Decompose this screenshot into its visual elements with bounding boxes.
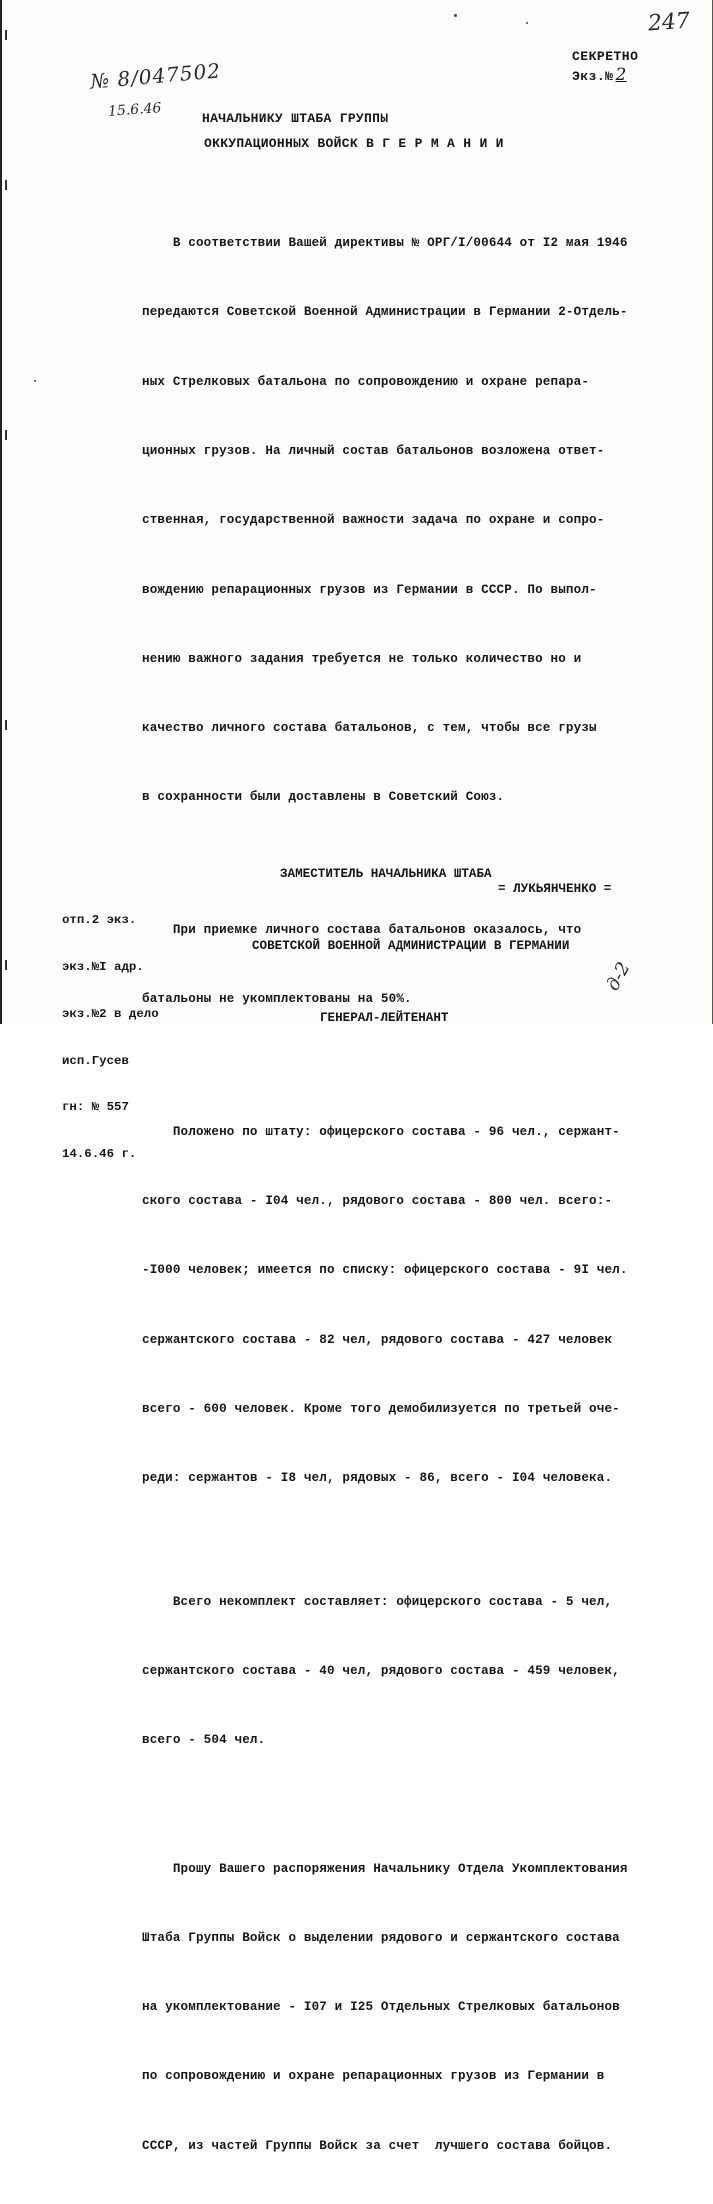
distribution-line: гн: № 557 [62, 1100, 129, 1115]
text-line: ционных грузов. На личный состав батальонов возложена ответ- [142, 444, 605, 459]
text-line: нению важного задания требуется не только количество но и [142, 651, 582, 666]
copy-number-line [572, 66, 638, 86]
text-line: в сохранности были доставлены в Советский Союз. [142, 790, 505, 805]
scan-speck [526, 22, 528, 24]
addressee-line-2: ОККУПАЦИОННЫХ ВОЙСК В Г Е Р М А Н И И [204, 136, 504, 151]
scan-speck [34, 380, 36, 382]
text-line: Положено по штату: офицерского состава - 96 чел., сержант- [142, 1124, 620, 1139]
paragraph-1 [142, 186, 690, 856]
scan-speck [454, 14, 457, 17]
text-line: ственная, государственной важности задача по охране и сопро- [142, 513, 605, 528]
text-line: ных Стрелковых батальона по сопровождению и охране репара- [142, 374, 590, 389]
signature-block [252, 814, 692, 1078]
text-line: реди: сержантов - I8 чел, рядовых - 86, всего - I04 человека. [142, 1471, 613, 1486]
addressee-line-1: НАЧАЛЬНИКУ ШТАБА ГРУППЫ [202, 111, 389, 126]
text-line: вождению репарационных грузов из Германии в СССР. По выпол- [142, 582, 597, 597]
distribution-line: экз.№2 в дело [62, 1006, 159, 1021]
text-line: ского состава - I04 чел., рядового состава - 800 чел. всего:- [142, 1193, 613, 1208]
distribution-line: исп.Гусев [62, 1053, 129, 1068]
signer-name: = ЛУКЬЯНЧЕНКО = [498, 882, 612, 896]
registration-number: № 8/047502 [89, 58, 222, 94]
signature-title-2: СОВЕТСКОЙ ВОЕННОЙ АДМИНИСТРАЦИИ В ГЕРМАНИИ [252, 939, 570, 953]
text-line: сержантского состава - 40 чел, рядового состава - 459 человек, [142, 1663, 620, 1678]
copy-number: 2 [615, 65, 627, 85]
text-line: сержантского состава - 82 чел, рядового состава - 427 человек [142, 1332, 613, 1347]
distribution-notes [62, 882, 159, 1194]
text-line: Всего некомплект составляет: офицерского состава - 5 чел, [142, 1594, 613, 1609]
text-line: Прошу Вашего распоряжения Начальнику Отдела Укомплектования [142, 1861, 628, 1876]
text-line: -I000 человек; имеется по списку: офицерского состава - 9I чел. [142, 1263, 628, 1278]
binding-mark [5, 960, 13, 970]
signature-title-1: ЗАМЕСТИТЕЛЬ НАЧАЛЬНИКА ШТАБА [280, 867, 492, 881]
binding-mark [5, 430, 13, 440]
text-line: передаются Советской Военной Администрации в Германии 2-Отдель- [142, 305, 628, 320]
binding-mark [5, 180, 13, 190]
text-line: батальоны не укомплектованы на 50%. [142, 992, 412, 1007]
paragraph-5 [142, 1811, 690, 2204]
distribution-line: 14.6.46 г. [62, 1147, 137, 1162]
corner-mark: д-2 [602, 958, 635, 995]
paragraph-4 [142, 1544, 690, 1798]
signature-title-3: ГЕНЕРАЛ-ЛЕЙТЕНАНТ [320, 1011, 449, 1025]
addressee-block [202, 106, 562, 156]
classification-stamp [572, 48, 638, 86]
copy-prefix: Экз.№ [572, 69, 614, 84]
text-line: всего - 600 человек. Кроме того демобилизуется по третьей оче- [142, 1401, 620, 1416]
text-line: В соответствии Вашей директивы № ОРГ/I/00644 от I2 мая 1946 [142, 236, 628, 251]
text-line: Штаба Группы Войск о выделении рядового и сержантского состава [142, 1930, 620, 1945]
text-line: СССР, из частей Группы Войск за счет лучшего состава бойцов. [142, 2138, 613, 2153]
folio-number: 247 [647, 8, 691, 37]
text-line: всего - 504 чел. [142, 1733, 266, 1748]
paragraph-3 [142, 1074, 690, 1536]
text-line: по сопровождению и охране репарационных грузов из Германии в [142, 2069, 605, 2084]
registration-date: 15.6.46 [107, 100, 162, 120]
letter-body [142, 186, 690, 2204]
distribution-line: экз.№I адр. [62, 959, 144, 974]
text-line: качество личного состава батальонов, с тем, чтобы все грузы [142, 721, 597, 736]
binding-mark [5, 720, 13, 730]
binding-mark [5, 30, 13, 40]
text-line: При приемке личного состава батальонов оказалось, что [142, 922, 582, 937]
distribution-line: отп.2 экз. [62, 913, 137, 928]
classification-label: СЕКРЕТНО [572, 49, 639, 64]
text-line: на укомплектование - I07 и I25 Отдельных Стрелковых батальонов [142, 2000, 620, 2015]
